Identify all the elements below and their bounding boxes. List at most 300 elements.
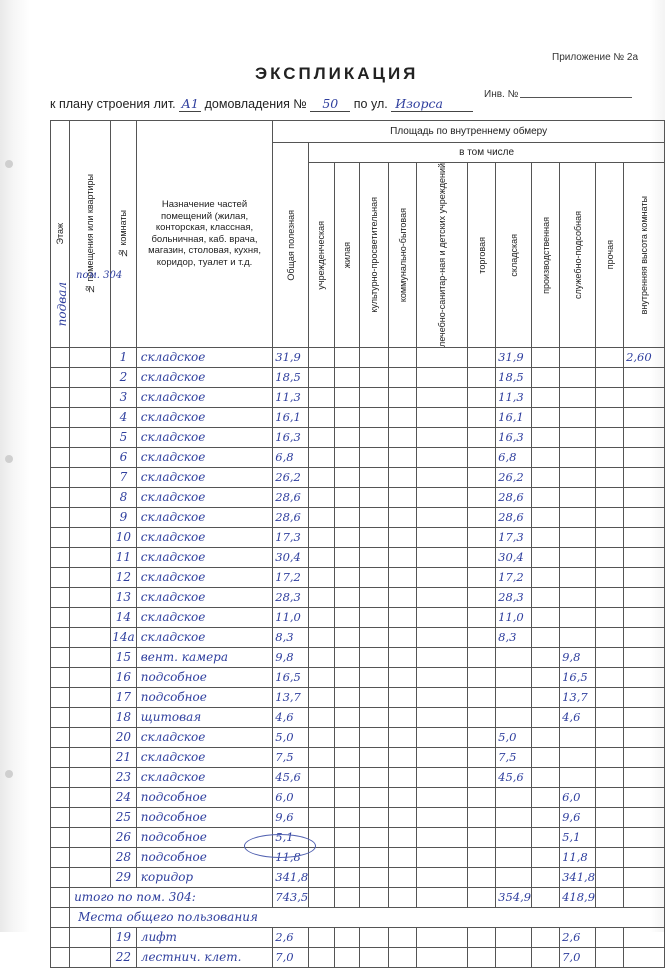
empty-cell: [359, 767, 388, 787]
empty-cell: [417, 527, 468, 547]
floor-cell: [51, 387, 70, 407]
empty-cell: [417, 367, 468, 387]
apt-cell: [70, 607, 111, 627]
total-area: 28,3: [273, 587, 309, 607]
empty-cell: [334, 887, 359, 907]
empty-cell: [596, 787, 624, 807]
empty-cell: [334, 947, 359, 967]
service-area: [560, 567, 596, 587]
empty-cell: [388, 927, 416, 947]
empty-cell: [468, 447, 496, 467]
apt-cell: [70, 807, 111, 827]
apt-cell: [70, 447, 111, 467]
room-purpose: подсобное: [136, 827, 272, 847]
room-height: [624, 947, 665, 967]
empty-cell: [596, 747, 624, 767]
apt-cell: [70, 767, 111, 787]
empty-cell: [309, 607, 334, 627]
floor-cell: [51, 647, 70, 667]
empty-cell: [468, 887, 496, 907]
floor-cell: [51, 847, 70, 867]
empty-cell: [417, 427, 468, 447]
service-area: [560, 387, 596, 407]
apt-cell: [70, 827, 111, 847]
room-height: [624, 467, 665, 487]
total-area: 4,6: [273, 707, 309, 727]
empty-cell: [334, 787, 359, 807]
table-row: [51, 487, 665, 507]
empty-cell: [359, 707, 388, 727]
room-purpose: складское: [136, 607, 272, 627]
empty-cell: [417, 547, 468, 567]
empty-cell: [417, 627, 468, 647]
table-row: [51, 467, 665, 487]
empty-cell: [468, 847, 496, 867]
empty-cell: [309, 947, 334, 967]
total-area: 2,6: [273, 927, 309, 947]
service-area: [560, 467, 596, 487]
empty-cell: [596, 367, 624, 387]
empty-cell: [532, 867, 560, 887]
apt-cell: [70, 727, 111, 747]
empty-cell: [334, 487, 359, 507]
room-number: 29: [111, 867, 137, 887]
total-area: 16,1: [273, 407, 309, 427]
empty-cell: [596, 427, 624, 447]
room-purpose: складское: [136, 507, 272, 527]
room-number: 21: [111, 747, 137, 767]
apt-cell: [70, 867, 111, 887]
empty-cell: [468, 647, 496, 667]
room-number: 6: [111, 447, 137, 467]
floor-cell: [51, 907, 70, 927]
service-area: [560, 587, 596, 607]
empty-cell: [359, 627, 388, 647]
empty-cell: [532, 847, 560, 867]
floor-cell: [51, 347, 70, 367]
empty-cell: [532, 447, 560, 467]
col-sub-7: складская: [496, 163, 532, 348]
room-number: 9: [111, 507, 137, 527]
floor-cell: [51, 767, 70, 787]
room-height: [624, 627, 665, 647]
room-purpose: щитовая: [136, 707, 272, 727]
section-label: Места общего пользования: [70, 907, 665, 927]
empty-cell: [309, 407, 334, 427]
room-number: 7: [111, 467, 137, 487]
room-purpose: лифт: [136, 927, 272, 947]
storage-area: 31,9: [496, 347, 532, 367]
empty-cell: [359, 467, 388, 487]
floor-cell: [51, 807, 70, 827]
storage-area: 11,3: [496, 387, 532, 407]
empty-cell: [532, 507, 560, 527]
empty-cell: [624, 887, 665, 907]
empty-cell: [417, 827, 468, 847]
total-area: 5,1: [273, 827, 309, 847]
empty-cell: [417, 747, 468, 767]
floor-cell: [51, 887, 70, 907]
empty-cell: [532, 887, 560, 907]
apt-cell: [70, 567, 111, 587]
empty-cell: [359, 487, 388, 507]
empty-cell: [334, 627, 359, 647]
empty-cell: [388, 887, 416, 907]
empty-cell: [388, 607, 416, 627]
apt-cell: [70, 707, 111, 727]
empty-cell: [417, 607, 468, 627]
empty-cell: [359, 667, 388, 687]
total-area: 5,0: [273, 727, 309, 747]
col-area-group: Площадь по внутреннему обмеру: [273, 121, 665, 143]
empty-cell: [388, 587, 416, 607]
col-sub-2: жилая: [334, 163, 359, 348]
room-number: 5: [111, 427, 137, 447]
inventory-label: Инв. №: [484, 89, 519, 100]
col-sub-5: лечебно-санитар-ная и детских учреждений: [417, 163, 468, 348]
empty-cell: [468, 527, 496, 547]
total-area: 8,3: [273, 627, 309, 647]
col-total: Общая полезная: [273, 143, 309, 348]
room-purpose: складское: [136, 387, 272, 407]
table-row: [51, 847, 665, 867]
empty-cell: [468, 767, 496, 787]
empty-cell: [334, 527, 359, 547]
empty-cell: [596, 347, 624, 367]
service-area: 341,8: [560, 867, 596, 887]
empty-cell: [532, 927, 560, 947]
explication-table: [50, 120, 665, 968]
empty-cell: [359, 567, 388, 587]
empty-cell: [309, 627, 334, 647]
service-area: 16,5: [560, 667, 596, 687]
total-area: 26,2: [273, 467, 309, 487]
room-purpose: складское: [136, 727, 272, 747]
empty-cell: [359, 807, 388, 827]
empty-cell: [596, 547, 624, 567]
service-area: [560, 407, 596, 427]
table-row: [51, 707, 665, 727]
empty-cell: [532, 387, 560, 407]
col-sub-10: прочая: [596, 163, 624, 348]
empty-cell: [596, 587, 624, 607]
col-sub-9: служебно-подсобная: [560, 163, 596, 348]
empty-cell: [417, 567, 468, 587]
room-height: [624, 367, 665, 387]
total-area: 28,6: [273, 487, 309, 507]
service-area: [560, 447, 596, 467]
empty-cell: [596, 727, 624, 747]
service-area: 9,6: [560, 807, 596, 827]
empty-cell: [596, 607, 624, 627]
empty-cell: [596, 647, 624, 667]
empty-cell: [359, 887, 388, 907]
room-height: [624, 407, 665, 427]
binder-hole: [5, 455, 13, 463]
room-purpose: лестнич. клет.: [136, 947, 272, 967]
floor-cell: [51, 567, 70, 587]
empty-cell: [309, 347, 334, 367]
total-area: 7,5: [273, 747, 309, 767]
empty-cell: [388, 847, 416, 867]
empty-cell: [334, 467, 359, 487]
appendix-label: Приложение № 2а: [552, 52, 639, 63]
room-number: 25: [111, 807, 137, 827]
apt-cell: [70, 587, 111, 607]
room-height: [624, 687, 665, 707]
empty-cell: [468, 687, 496, 707]
service-area: [560, 607, 596, 627]
table-row: [51, 667, 665, 687]
empty-cell: [417, 867, 468, 887]
house-number: 50: [310, 96, 350, 112]
empty-cell: [532, 767, 560, 787]
empty-cell: [309, 867, 334, 887]
room-height: [624, 427, 665, 447]
street-label: по ул.: [353, 97, 388, 111]
room-height: [624, 567, 665, 587]
room-number: 20: [111, 727, 137, 747]
lit-label: лит.: [153, 97, 176, 111]
room-height: [624, 487, 665, 507]
apt-cell: [70, 507, 111, 527]
empty-cell: [596, 687, 624, 707]
hand-circle-mark: [244, 834, 316, 858]
empty-cell: [309, 587, 334, 607]
empty-cell: [388, 687, 416, 707]
room-purpose: подсобное: [136, 807, 272, 827]
floor-cell: [51, 427, 70, 447]
plan-line: [50, 96, 473, 112]
room-purpose: складское: [136, 407, 272, 427]
total-area: 45,6: [273, 767, 309, 787]
empty-cell: [596, 507, 624, 527]
empty-cell: [596, 867, 624, 887]
empty-cell: [388, 507, 416, 527]
apt-cell: [70, 467, 111, 487]
table-row: [51, 527, 665, 547]
empty-cell: [388, 727, 416, 747]
table-row: [51, 807, 665, 827]
service-area-sum: 418,9: [560, 887, 596, 907]
apt-cell: [70, 647, 111, 667]
service-area: 2,6: [560, 927, 596, 947]
empty-cell: [334, 747, 359, 767]
room-purpose: складское: [136, 527, 272, 547]
total-area: 11,0: [273, 607, 309, 627]
empty-cell: [468, 707, 496, 727]
empty-cell: [596, 767, 624, 787]
empty-cell: [468, 787, 496, 807]
table-row: [51, 927, 665, 947]
empty-cell: [417, 787, 468, 807]
empty-cell: [334, 707, 359, 727]
table-row: [51, 567, 665, 587]
empty-cell: [334, 867, 359, 887]
empty-cell: [388, 867, 416, 887]
storage-area: 45,6: [496, 767, 532, 787]
empty-cell: [309, 527, 334, 547]
service-area: [560, 347, 596, 367]
empty-cell: [417, 707, 468, 727]
storage-area-sum: 354,9: [496, 887, 532, 907]
total-area: 28,6: [273, 507, 309, 527]
empty-cell: [388, 767, 416, 787]
total-area: 6,8: [273, 447, 309, 467]
lit-value: А1: [179, 96, 201, 112]
floor-cell: [51, 667, 70, 687]
table-row: [51, 867, 665, 887]
empty-cell: [309, 687, 334, 707]
empty-cell: [359, 927, 388, 947]
floor-cell: [51, 927, 70, 947]
room-purpose: коридор: [136, 867, 272, 887]
col-sub-8: производственная: [532, 163, 560, 348]
empty-cell: [359, 367, 388, 387]
empty-cell: [468, 587, 496, 607]
empty-cell: [388, 427, 416, 447]
room-number: 26: [111, 827, 137, 847]
empty-cell: [417, 647, 468, 667]
empty-cell: [359, 947, 388, 967]
empty-cell: [388, 487, 416, 507]
empty-cell: [596, 487, 624, 507]
empty-cell: [309, 427, 334, 447]
empty-cell: [468, 467, 496, 487]
empty-cell: [388, 567, 416, 587]
empty-cell: [309, 787, 334, 807]
empty-cell: [309, 467, 334, 487]
empty-cell: [334, 427, 359, 447]
empty-cell: [388, 667, 416, 687]
empty-cell: [359, 527, 388, 547]
room-number: 14а: [111, 627, 137, 647]
empty-cell: [596, 667, 624, 687]
storage-area: [496, 927, 532, 947]
service-area: [560, 507, 596, 527]
total-area: 11,3: [273, 387, 309, 407]
empty-cell: [388, 547, 416, 567]
empty-cell: [468, 387, 496, 407]
empty-cell: [532, 807, 560, 827]
service-area: 9,8: [560, 647, 596, 667]
empty-cell: [388, 807, 416, 827]
total-row: [51, 887, 665, 907]
empty-cell: [359, 867, 388, 887]
room-purpose: складское: [136, 367, 272, 387]
empty-cell: [334, 847, 359, 867]
empty-cell: [532, 727, 560, 747]
empty-cell: [417, 727, 468, 747]
apt-cell: [70, 847, 111, 867]
col-height: внутренняя высота комнаты: [624, 163, 665, 348]
col-apt: № помещения или квартиры: [70, 121, 111, 348]
empty-cell: [334, 647, 359, 667]
empty-cell: [334, 587, 359, 607]
storage-area: 6,8: [496, 447, 532, 467]
apt-cell: [70, 427, 111, 447]
room-number: 11: [111, 547, 137, 567]
room-purpose: складское: [136, 427, 272, 447]
total-area: 341,8: [273, 867, 309, 887]
empty-cell: [468, 927, 496, 947]
storage-area: 26,2: [496, 467, 532, 487]
total-area: 9,6: [273, 807, 309, 827]
empty-cell: [417, 667, 468, 687]
storage-area: 28,6: [496, 507, 532, 527]
empty-cell: [359, 607, 388, 627]
empty-cell: [388, 707, 416, 727]
floor-cell: [51, 447, 70, 467]
table-row: [51, 587, 665, 607]
empty-cell: [309, 447, 334, 467]
storage-area: 28,6: [496, 487, 532, 507]
floor-cell: [51, 867, 70, 887]
empty-cell: [532, 647, 560, 667]
table-row: [51, 627, 665, 647]
empty-cell: [532, 347, 560, 367]
room-height: [624, 387, 665, 407]
apt-cell: [70, 487, 111, 507]
empty-cell: [532, 587, 560, 607]
col-sub-1: учрежденческая: [309, 163, 334, 348]
storage-area: [496, 847, 532, 867]
table-row: [51, 947, 665, 967]
service-area: 6,0: [560, 787, 596, 807]
room-number: 8: [111, 487, 137, 507]
empty-cell: [468, 347, 496, 367]
room-height: [624, 647, 665, 667]
empty-cell: [417, 467, 468, 487]
room-purpose: подсобное: [136, 787, 272, 807]
storage-area: 7,5: [496, 747, 532, 767]
room-height: [624, 587, 665, 607]
floor-cell: [51, 747, 70, 767]
floor-cell: [51, 607, 70, 627]
empty-cell: [334, 367, 359, 387]
empty-cell: [334, 407, 359, 427]
empty-cell: [468, 367, 496, 387]
room-height: [624, 707, 665, 727]
empty-cell: [388, 367, 416, 387]
empty-cell: [417, 887, 468, 907]
storage-area: [496, 647, 532, 667]
empty-cell: [388, 347, 416, 367]
table-row: [51, 347, 665, 367]
room-height: [624, 547, 665, 567]
empty-cell: [596, 407, 624, 427]
room-purpose: подсобное: [136, 687, 272, 707]
apt-cell: [70, 627, 111, 647]
storage-area: [496, 667, 532, 687]
empty-cell: [359, 827, 388, 847]
empty-cell: [596, 807, 624, 827]
room-purpose: складское: [136, 587, 272, 607]
service-area: 5,1: [560, 827, 596, 847]
room-purpose: складское: [136, 347, 272, 367]
total-label: итого по пом. 304:: [70, 887, 273, 907]
apt-cell: [70, 667, 111, 687]
col-purpose: Назначение частей помещений (жилая, конторская, классная, больничная, каб. врача, магазин, столовая, кухня, коридор, туалет и т.д.: [136, 121, 272, 348]
empty-cell: [468, 607, 496, 627]
empty-cell: [417, 767, 468, 787]
empty-cell: [334, 607, 359, 627]
table-row: [51, 767, 665, 787]
table-row: [51, 687, 665, 707]
col-including: в том числе: [309, 143, 665, 163]
service-area: [560, 727, 596, 747]
floor-value: подвал: [55, 282, 69, 327]
